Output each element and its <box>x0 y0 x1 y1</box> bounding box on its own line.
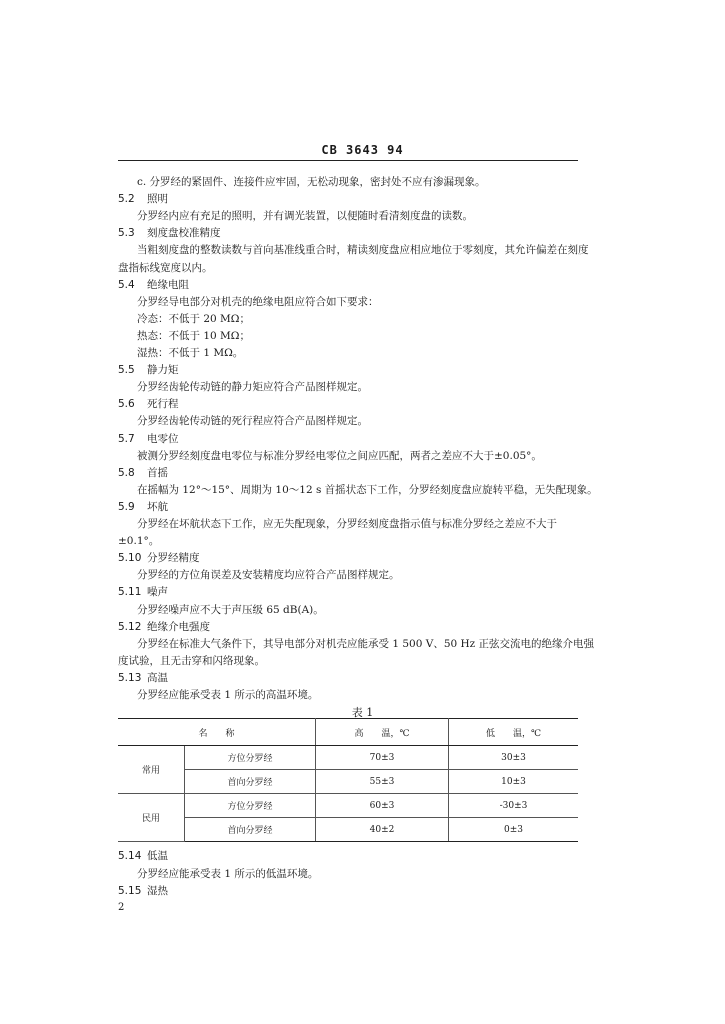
table-header-row <box>118 719 578 746</box>
section-number: 5.12 <box>118 620 142 633</box>
paragraph-line: 分罗经在标准大气条件下，其导电部分对机壳应能承受 1 500 V、50 Hz 正弦交流电的绝缘介电强 <box>137 637 595 650</box>
row-low: -30±3 <box>449 794 579 818</box>
section-number: 5.4 <box>118 278 135 291</box>
table-row <box>118 794 578 818</box>
row-low: 0±3 <box>449 818 579 842</box>
paragraph-line: 度试验，且无击穿和闪络现象。 <box>118 654 265 667</box>
section-heading: 首摇 <box>147 466 168 479</box>
section-number: 5.6 <box>118 398 135 411</box>
paragraph-line: 分罗经噪声应不大于声压级 65 dB(A)。 <box>137 603 324 616</box>
section-heading: 刻度盘校准精度 <box>147 227 221 240</box>
paragraph-line: 分罗经应能承受表 1 所示的低温环境。 <box>137 867 319 880</box>
section-heading: 电零位 <box>147 432 179 445</box>
section-heading: 绝缘电阻 <box>147 278 189 291</box>
paragraph-line: 分罗经齿轮传动链的死行程应符合产品图样规定。 <box>137 415 368 428</box>
paragraph-line: 盘指标线宽度以内。 <box>118 261 213 274</box>
header-low-temp: 低 温，℃ <box>449 719 579 746</box>
document-header: CB 3643 94 <box>321 143 404 157</box>
paragraph-line: 湿热：不低于 1 MΩ。 <box>137 347 244 359</box>
paragraph-line: 分罗经导电部分对机壳的绝缘电阻应符合如下要求： <box>137 295 379 308</box>
section-heading: 湿热 <box>147 885 168 897</box>
section-heading: 低温 <box>147 850 168 862</box>
row-high: 60±3 <box>316 794 449 818</box>
group-label: 民用 <box>118 794 185 842</box>
environment-table <box>118 718 578 842</box>
header-name: 名 称 <box>118 719 316 746</box>
paragraph-line: 被测分罗经刻度盘电零位与标准分罗经电零位之间应匹配，两者之差应不大于±0.05°。 <box>137 449 542 462</box>
header-high-temp: 高 温，℃ <box>316 719 449 746</box>
table-caption: 表 1 <box>351 706 374 719</box>
paragraph-line: 分罗经的方位角误差及安装精度均应符合产品图样规定。 <box>137 569 400 582</box>
paragraph-line: 冷态：不低于 20 MΩ； <box>137 312 250 325</box>
section-heading: 分罗经精度 <box>147 552 200 565</box>
section-heading: 坏航 <box>147 500 168 513</box>
section-number: 5.5 <box>118 364 135 377</box>
header-rule <box>118 160 578 161</box>
section-number: 5.8 <box>118 466 135 479</box>
section-heading: 噪声 <box>147 586 168 599</box>
row-high: 55±3 <box>316 770 449 794</box>
table-row <box>118 818 578 842</box>
row-high: 40±2 <box>316 818 449 842</box>
section-number: 5.2 <box>118 193 135 206</box>
section-heading: 死行程 <box>147 398 179 411</box>
paragraph-line: c. 分罗经的紧固件、连接件应牢固，无松动现象，密封处不应有渗漏现象。 <box>137 176 486 188</box>
table-row <box>118 770 578 794</box>
paragraph-line: 当粗刻度盘的整数读数与首向基准线重合时，精读刻度盘应相应地位于零刻度，其允许偏差在刻度 <box>137 244 589 257</box>
paragraph-line: 分罗经齿轮传动链的静力矩应符合产品图样规定。 <box>137 381 368 394</box>
section-number: 5.13 <box>118 671 142 684</box>
paragraph-line: 分罗经应能承受表 1 所示的高温环境。 <box>137 689 319 701</box>
row-name: 首向分罗经 <box>185 818 316 842</box>
section-number: 5.7 <box>118 432 135 445</box>
row-low: 30±3 <box>449 746 579 770</box>
row-low: 10±3 <box>449 770 579 794</box>
group-label: 常用 <box>118 746 185 794</box>
section-number: 5.15 <box>118 885 142 897</box>
row-name: 方位分罗经 <box>185 794 316 818</box>
row-name: 方位分罗经 <box>185 746 316 770</box>
section-heading: 照明 <box>147 193 168 206</box>
section-heading: 高温 <box>147 671 168 684</box>
section-number: 5.11 <box>118 586 142 599</box>
paragraph-line: ±0.1°。 <box>118 535 160 548</box>
page-number: 2 <box>118 902 125 913</box>
section-number: 5.14 <box>118 850 142 862</box>
paragraph-line: 热态：不低于 10 MΩ； <box>137 329 250 342</box>
section-heading: 静力矩 <box>147 364 179 377</box>
section-number: 5.9 <box>118 500 135 513</box>
section-heading: 绝缘介电强度 <box>147 620 210 633</box>
paragraph-line: 分罗经在坏航状态下工作，应无失配现象，分罗经刻度盘指示值与标准分罗经之差应不大于 <box>137 518 557 530</box>
table-row <box>118 746 578 770</box>
paragraph-line: 分罗经内应有充足的照明，并有调光装置，以便随时看清刻度盘的读数。 <box>137 210 473 223</box>
paragraph-line: 在摇幅为 12°～15°、周期为 10～12 s 首摇状态下工作，分罗经刻度盘应旋转平稳，无失配现象。 <box>137 483 598 496</box>
row-high: 70±3 <box>316 746 449 770</box>
section-number: 5.3 <box>118 227 135 240</box>
section-number: 5.10 <box>118 552 142 565</box>
row-name: 首向分罗经 <box>185 770 316 794</box>
